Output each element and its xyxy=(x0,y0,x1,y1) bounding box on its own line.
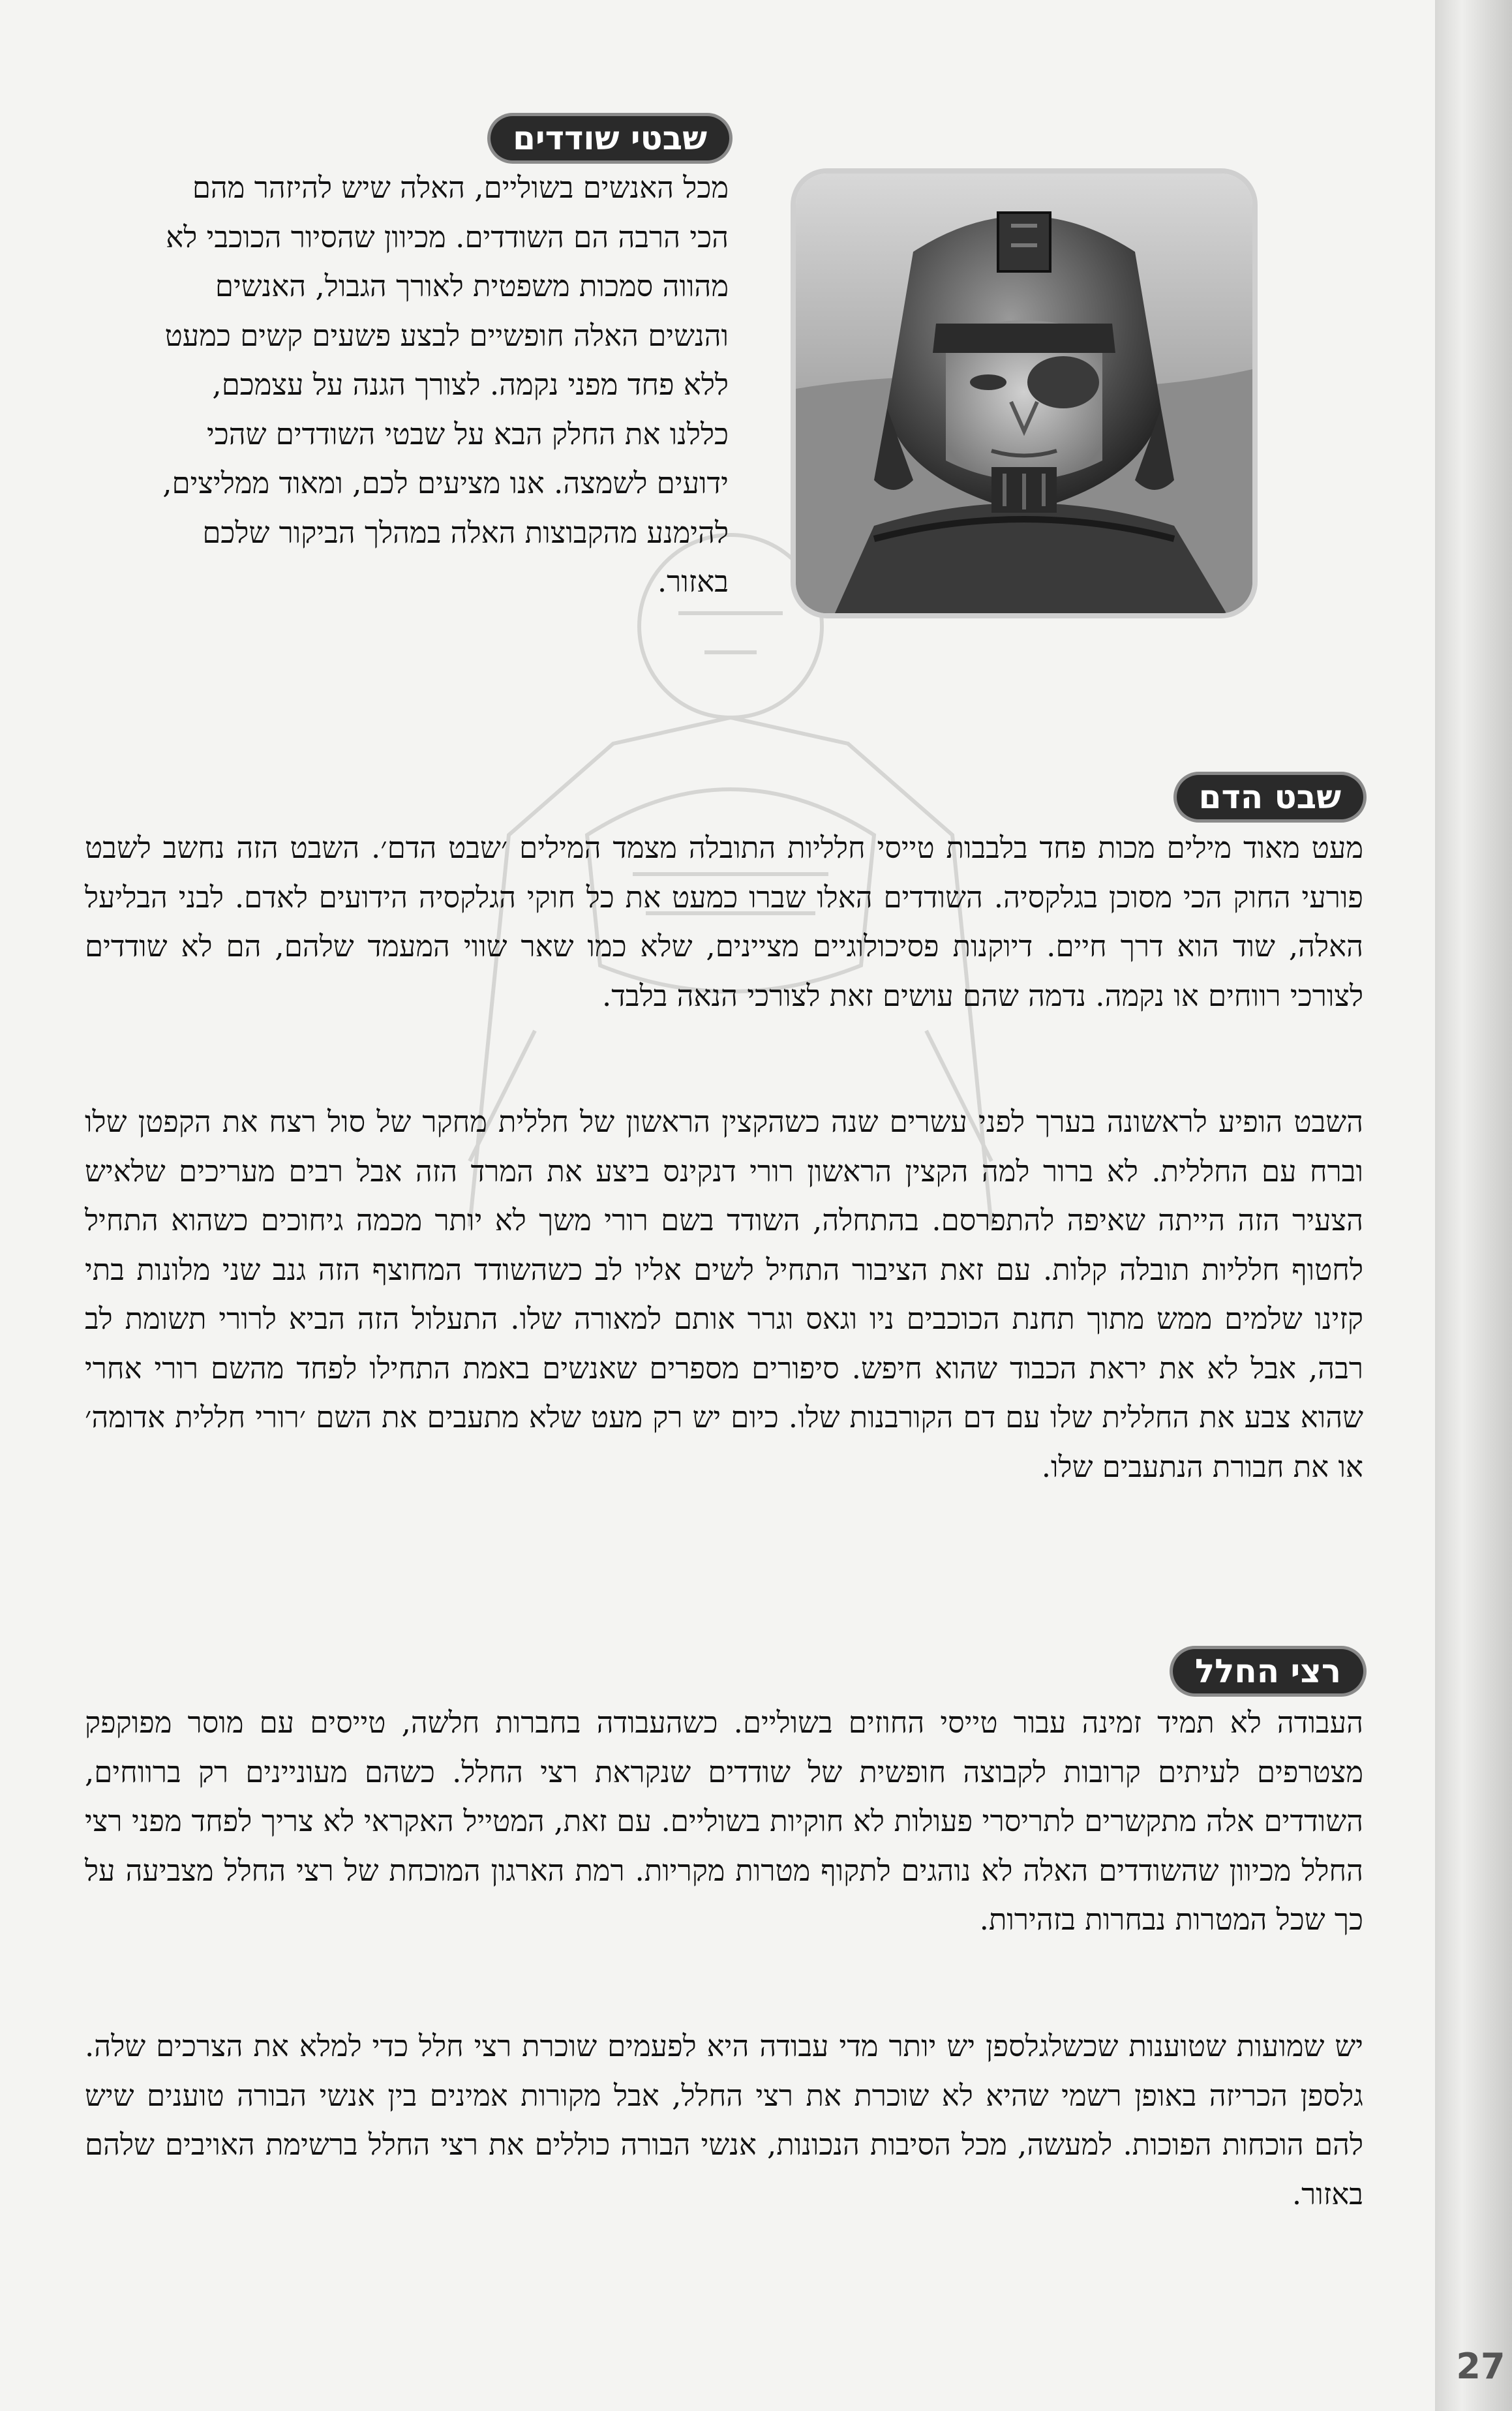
soldier-helmet-image xyxy=(796,174,1252,613)
page-edge xyxy=(1435,0,1512,2411)
blood-tribe-paragraph-2: השבט הופיע לראשונה בערך לפני עשרים שנה כשהקצין הראשון של חללית מחקר של סול רצח את הקפטן שלו וברח עם החללית. לא ברור למה הקצין הראשון רורי דנקינס ביצע את המרד הזה אבל רבים מעריכים שלאיש הצעיר הזה הייתה שאיפה להתפרסם. בהתחלה, השודד בשם רורי משך לא יותר מכמה גיחוכים כשהוא התחיל לחטוף חלליות תובלה קלות. עם זאת הציבור התחיל לשים אליו לב כשהשודד המחוצף הזה גנב שני מלונות בתי קזינו שלמים ממש מתוך תחנת הכוכבים ניו וגאס וגרר אותם למאורה שלו. התעלול הזה הביא לרורי תשומת לב רבה, אבל לא את יראת הכבוד שהוא חיפש. סיפורים מספרים שאנשים באמת התחילו לפחד מהשם רורי אחרי שהוא צבע את החללית שלו עם דם הקורבנות שלו. כיום יש רק מעט שלא מתעבים את השם ׳רורי חללית אדומה׳ או את חבורת הנתעבים שלו. xyxy=(85,1104,1363,1484)
void-runners-paragraph-1: העבודה לא תמיד זמינה עבור טייסי החוזים בשוליים. כשהעבודה בחברות חלשה, טייסים עם מוסר מפוקפק מצטרפים לעיתים קרובות לקבוצה חופשית של שודדים שנקראת רצי החלל. כשהם מעוניינים רק ברווחים, השודדים אלה מתקשרים לתריסרי פעולות לא חוקיות בשוליים. עם זאת, המטייל האקראי לא צריך לפחד מפני רצי החלל מכיוון שהשודדים האלה לא נוהגים לתקוף מטרות מקריות. רמת הארגון המוכחת של רצי החלל מצביעה על כך שכל המטרות נבחרות בזהירות. xyxy=(85,1705,1363,1937)
blood-tribe-paragraph-1: מעט מאוד מילים מכות פחד בלבבות טייסי חלליות התובלה מצמד המילים ׳שבט הדם׳. השבט הזה נחשב לשבט פורעי החוק הכי מסוכן בגלקסיה. השודדים האלו שברו כמעט את כל חוקי הגלקסיה הידועים לאדם. לבני הבליעל האלה, שוד הוא דרך חיים. דיוקנות פסיכולוגיים מציינים, שלא כמו שאר שווי המעמד שלהם, הם לא שודדים לצורכי רווחים או נקמה. נדמה שהם עושים זאת לצורכי הנאה בלבד. xyxy=(85,830,1363,1013)
section-heading-blood-tribe: שבט הדם xyxy=(1177,775,1363,819)
section-heading-raiders: שבטי שודדים xyxy=(491,116,729,160)
section-heading-void-runners: רצי החלל xyxy=(1173,1649,1363,1693)
void-runners-paragraph-2: יש שמועות שטוענות שכשלגלספן יש יותר מדי עבודה היא לפעמים שוכרת רצי חלל כדי למלא את הצרכים שלה. גלספן הכריזה באופן רשמי שהיא לא שוכרת את רצי החלל, אבל מקורות אמינים בין אנשי הבורה טוענים שיש להם הוכחות הפוכות. למעשה, מכל הסיבות הנכונות, אנשי הבורה כוללים את רצי החלל ברשימת האויבים שלהם באזור. xyxy=(85,2029,1363,2211)
raiders-intro-paragraph: מכל האנשים בשוליים, האלה שיש להיזהר מהם הכי הרבה הם השודדים. מכיוון שהסיור הכוכבי לא מהווה סמכות משפטית לאורך הגבול, האנשים והנשים האלה חופשיים לבצע פשעים קשים כמעט ללא פחד מפני נקמה. לצורך הגנה על עצמכם, כללנו את החלק הבא על שבטי השודדים שהכי ידועים לשמצה. אנו מציעים לכם, ומאוד ממליצים, להימנע מהקבוצות האלה במהלך הביקור שלכם באזור. xyxy=(162,170,729,599)
page-number: 27 xyxy=(1456,2346,1505,2387)
soldier-helmet-illustration xyxy=(796,174,1252,613)
